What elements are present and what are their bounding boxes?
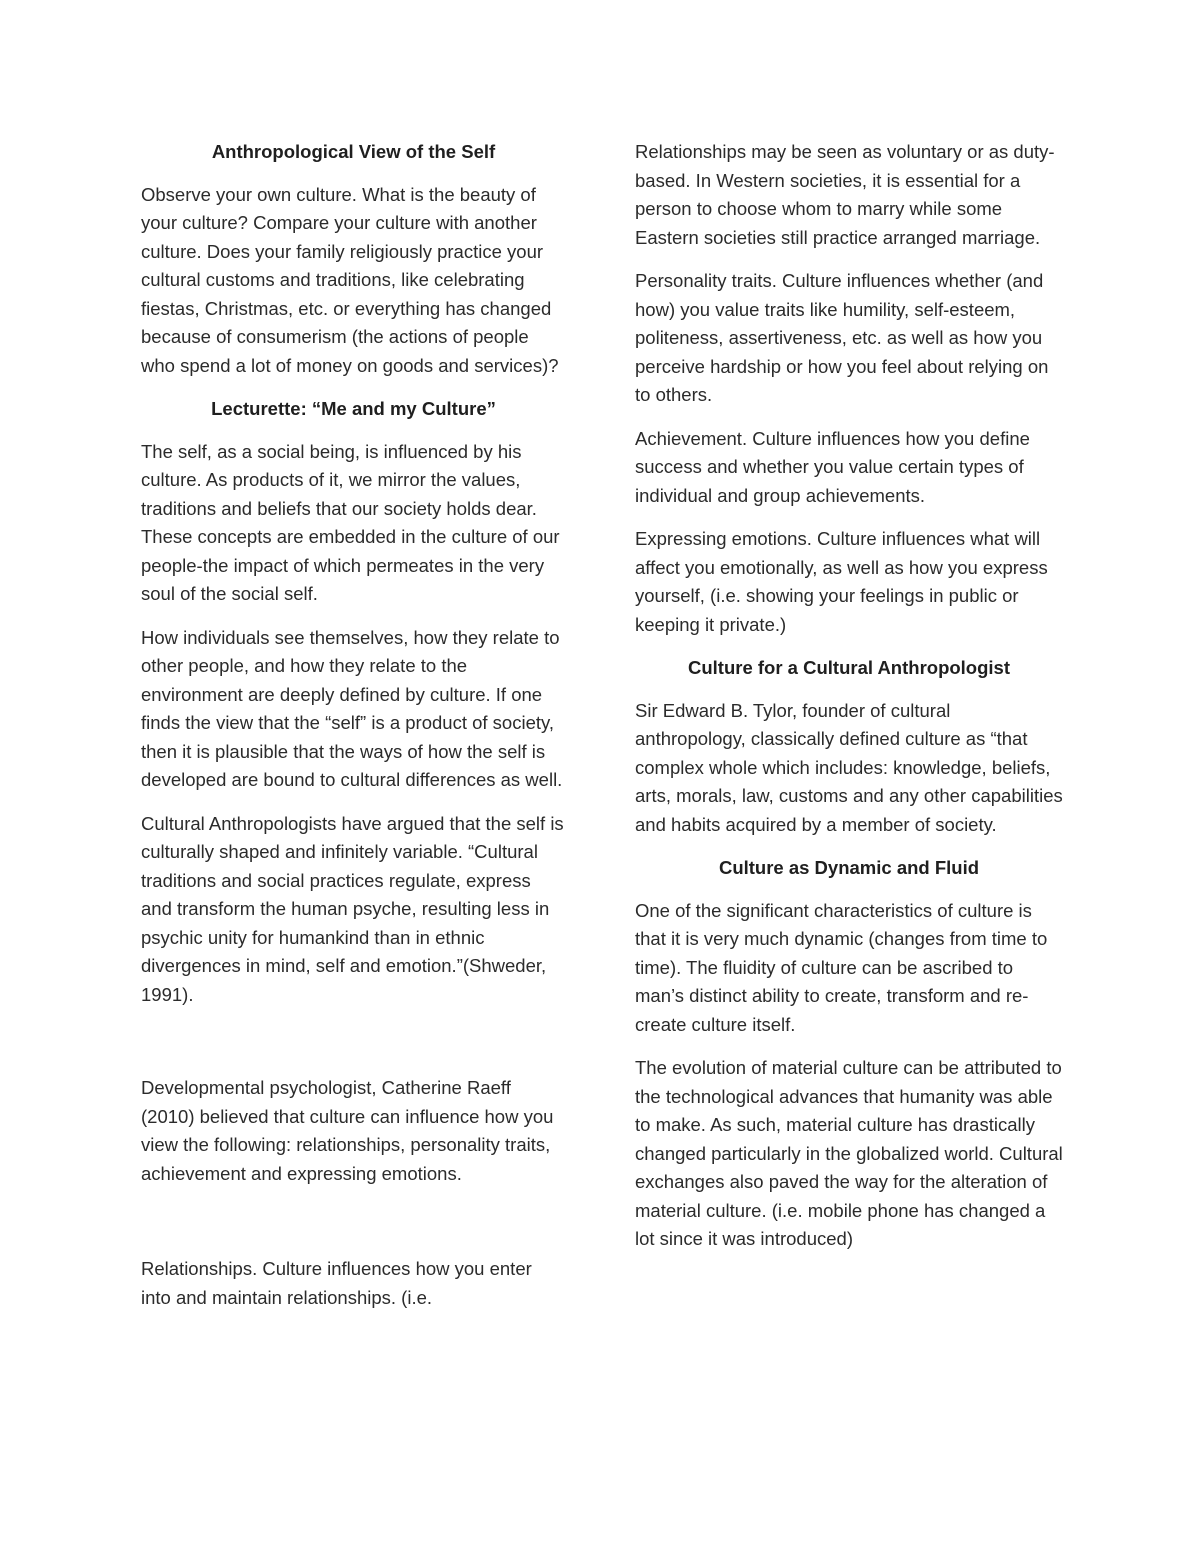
paragraph-tylor-definition: Sir Edward B. Tylor, founder of cultural anthropology, classically defined culture as “that complex whole which includes: knowledge, beliefs, arts, morals, law, customs and any other capabilities and habits acquired by a member of society. <box>635 699 1063 835</box>
paragraph-observe-culture: Observe your own culture. What is the beauty of your culture? Compare your culture with another culture. Does your family religiously practice your cultural customs and traditions, like celebrating fiestas, Christmas, etc. or everything has changed because of consumerism (the actions of people who spend a lot of money on goods and services)? <box>141 183 559 376</box>
paragraph-material-culture: The evolution of material culture can be attributed to the technological advances that humanity was able to make. As such, material culture has drastically changed particularly in the globalized world. Cultural exchanges also paved the way for the alteration of material culture. (i.e. mobile phone has changed a lot since it was introduced) <box>635 1057 1063 1249</box>
spacer <box>141 1024 566 1074</box>
paragraph-how-individuals: How individuals see themselves, how they relate to other people, and how they relate to the environment are deeply defined by culture. If one finds the view that the “self” is a product of society, then it is plausible that the ways of how the self is developed are bound to cultural differences as well. <box>141 626 563 790</box>
paragraph-self-social-being: The self, as a social being, is influenced by his culture. As products of it, we mirror the values, traditions and beliefs that our society holds dear. These concepts are embedded in the culture of our people-the impact of which permeates in the very soul of the social self. <box>141 440 560 604</box>
heading-lecturette: Lecturette: “Me and my Culture” <box>211 398 496 419</box>
heading-anthropological-view: Anthropological View of the Self <box>211 141 496 162</box>
right-column <box>635 138 1063 1269</box>
spacer <box>141 1203 566 1255</box>
paragraph-achievement: Achievement. Culture influences how you define success and whether you value certain types of individual and group achievements. <box>635 427 1030 506</box>
left-column <box>141 138 566 1327</box>
paragraph-relationships: Relationships. Culture influences how you enter into and maintain relationships. (i.e. <box>141 1258 532 1308</box>
paragraph-expressing-emotions: Expressing emotions. Culture influences what will affect you emotionally, as well as how you express yourself, (i.e. showing your feelings in public or keeping it private.) <box>635 528 1048 635</box>
heading-culture-for-anthropologist: Culture for a Cultural Anthropologist <box>687 657 1010 678</box>
paragraph-cultural-anthropologists: Cultural Anthropologists have argued that the self is culturally shaped and infinitely variable. “Cultural traditions and social practices regulate, express and transform the human psyche, resulting less in psychic unity for humankind than in ethnic divergences in mind, self and emotion.”(Shweder, 1991). <box>141 812 564 1005</box>
paragraph-developmental-psychologist: Developmental psychologist, Catherine Raeff (2010) believed that culture can influence how you view the following: relationships, personality traits, achievement and expressing emotions. <box>141 1077 554 1184</box>
paragraph-culture-dynamic: One of the significant characteristics of culture is that it is very much dynamic (changes from time to time). The fluidity of culture can be ascribed to man’s distinct ability to create, transform and re-create culture itself. <box>635 899 1048 1035</box>
paragraph-relationships-continued: Relationships may be seen as voluntary or as duty-based. In Western societies, it is essential for a person to choose whom to marry while some Eastern societies still practice arranged marriage. <box>635 141 1055 248</box>
heading-culture-dynamic-fluid: Culture as Dynamic and Fluid <box>718 857 980 878</box>
paragraph-personality-traits: Personality traits. Culture influences whether (and how) you value traits like humility, self-esteem, politeness, assertiveness, etc. as well as how you perceive hardship or how you feel about relying on to others. <box>635 270 1049 405</box>
